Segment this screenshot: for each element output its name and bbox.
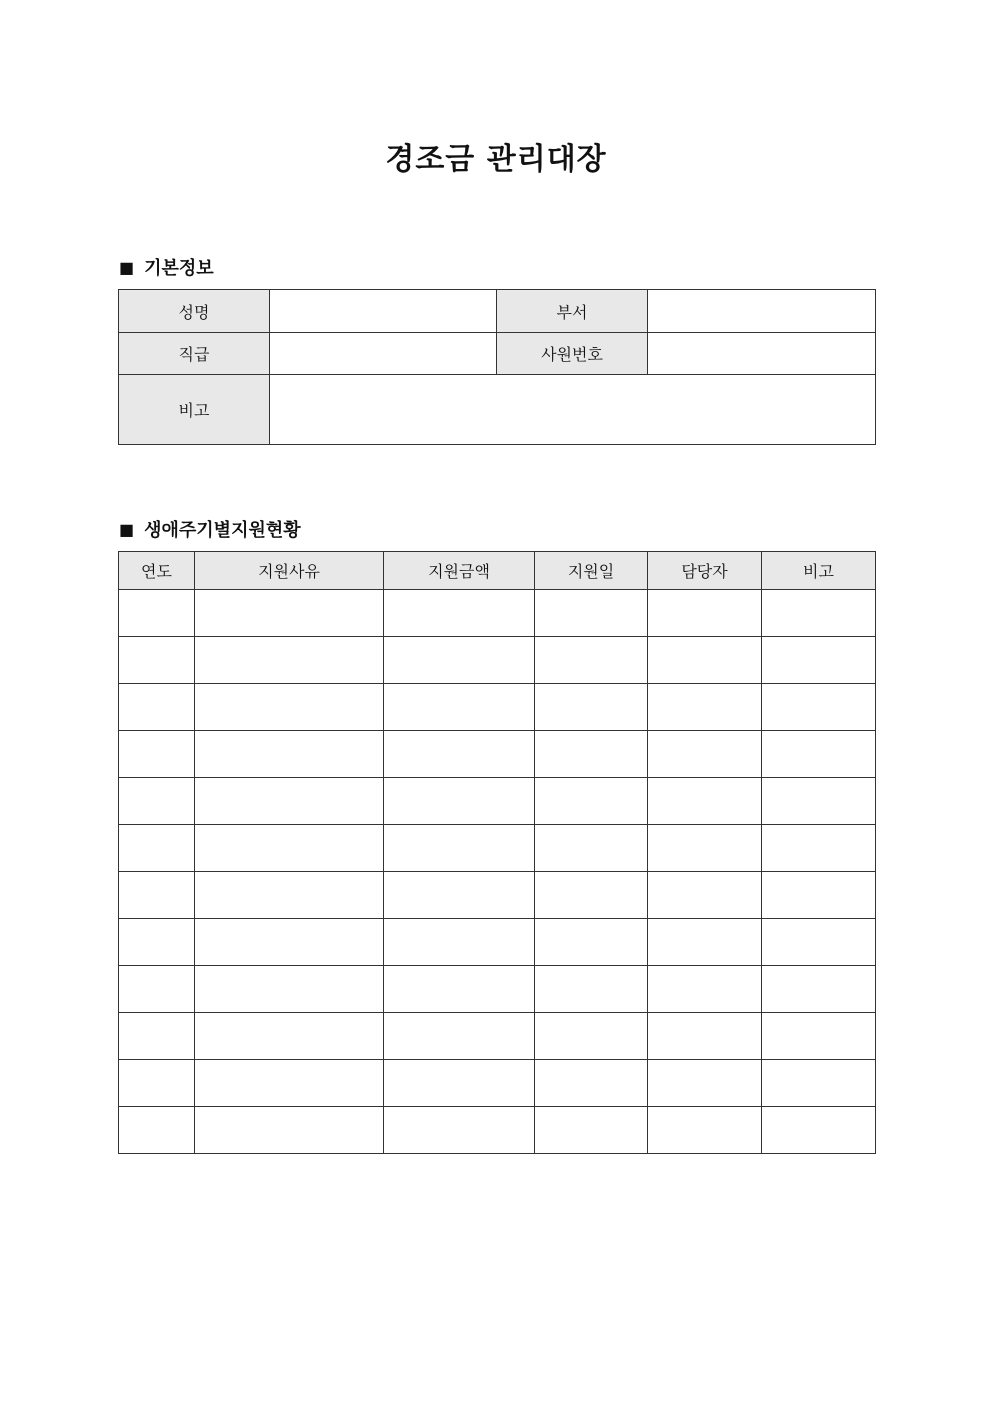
date-cell[interactable] bbox=[535, 731, 648, 778]
support-status-heading bbox=[119, 516, 301, 542]
remarks-cell[interactable] bbox=[762, 872, 876, 919]
date-cell[interactable] bbox=[535, 1013, 648, 1060]
reason-cell[interactable] bbox=[195, 966, 384, 1013]
manager-cell[interactable] bbox=[648, 778, 762, 825]
year-cell[interactable] bbox=[119, 637, 195, 684]
manager-cell[interactable] bbox=[648, 1060, 762, 1107]
column-header-manager: 담당자 bbox=[648, 552, 762, 590]
year-cell[interactable] bbox=[119, 1013, 195, 1060]
column-header-date: 지원일 bbox=[535, 552, 648, 590]
remarks-cell[interactable] bbox=[762, 590, 876, 637]
year-cell[interactable] bbox=[119, 1107, 195, 1154]
year-cell[interactable] bbox=[119, 684, 195, 731]
manager-cell[interactable] bbox=[648, 684, 762, 731]
table-row bbox=[119, 731, 876, 778]
square-bullet-icon: ■ bbox=[119, 519, 135, 539]
manager-cell[interactable] bbox=[648, 1107, 762, 1154]
basic-info-heading bbox=[119, 254, 214, 280]
table-row bbox=[119, 825, 876, 872]
table-row bbox=[119, 778, 876, 825]
department-label: 부서 bbox=[497, 290, 648, 333]
reason-cell[interactable] bbox=[195, 731, 384, 778]
support-status-heading-label: 생애주기별지원현황 bbox=[144, 520, 301, 541]
department-field[interactable] bbox=[648, 290, 876, 333]
year-cell[interactable] bbox=[119, 966, 195, 1013]
date-cell[interactable] bbox=[535, 1060, 648, 1107]
employee-no-label: 사원번호 bbox=[497, 333, 648, 375]
amount-cell[interactable] bbox=[384, 778, 535, 825]
reason-cell[interactable] bbox=[195, 637, 384, 684]
manager-cell[interactable] bbox=[648, 919, 762, 966]
reason-cell[interactable] bbox=[195, 1107, 384, 1154]
date-cell[interactable] bbox=[535, 684, 648, 731]
manager-cell[interactable] bbox=[648, 825, 762, 872]
year-cell[interactable] bbox=[119, 590, 195, 637]
date-cell[interactable] bbox=[535, 872, 648, 919]
date-cell[interactable] bbox=[535, 590, 648, 637]
manager-cell[interactable] bbox=[648, 590, 762, 637]
basic-info-heading-label: 기본정보 bbox=[144, 258, 214, 279]
square-bullet-icon: ■ bbox=[119, 257, 135, 277]
table-row bbox=[119, 872, 876, 919]
reason-cell[interactable] bbox=[195, 778, 384, 825]
table-row bbox=[119, 590, 876, 637]
year-cell[interactable] bbox=[119, 731, 195, 778]
remarks-field[interactable] bbox=[270, 375, 876, 445]
name-label: 성명 bbox=[119, 290, 270, 333]
manager-cell[interactable] bbox=[648, 1013, 762, 1060]
table-row bbox=[119, 1060, 876, 1107]
name-field[interactable] bbox=[270, 290, 497, 333]
reason-cell[interactable] bbox=[195, 919, 384, 966]
date-cell[interactable] bbox=[535, 966, 648, 1013]
date-cell[interactable] bbox=[535, 778, 648, 825]
year-cell[interactable] bbox=[119, 778, 195, 825]
table-row bbox=[119, 637, 876, 684]
amount-cell[interactable] bbox=[384, 825, 535, 872]
amount-cell[interactable] bbox=[384, 872, 535, 919]
manager-cell[interactable] bbox=[648, 637, 762, 684]
year-cell[interactable] bbox=[119, 919, 195, 966]
column-header-year: 연도 bbox=[119, 552, 195, 590]
position-label: 직급 bbox=[119, 333, 270, 375]
amount-cell[interactable] bbox=[384, 1107, 535, 1154]
remarks-cell[interactable] bbox=[762, 684, 876, 731]
year-cell[interactable] bbox=[119, 1060, 195, 1107]
year-cell[interactable] bbox=[119, 872, 195, 919]
column-header-remarks: 비고 bbox=[762, 552, 876, 590]
support-status-table bbox=[118, 551, 876, 1154]
table-row bbox=[119, 966, 876, 1013]
table-row bbox=[119, 919, 876, 966]
remarks-cell[interactable] bbox=[762, 1060, 876, 1107]
remarks-cell[interactable] bbox=[762, 966, 876, 1013]
remarks-cell[interactable] bbox=[762, 1107, 876, 1154]
date-cell[interactable] bbox=[535, 637, 648, 684]
table-row bbox=[119, 1013, 876, 1060]
reason-cell[interactable] bbox=[195, 872, 384, 919]
reason-cell[interactable] bbox=[195, 590, 384, 637]
year-cell[interactable] bbox=[119, 825, 195, 872]
remarks-cell[interactable] bbox=[762, 731, 876, 778]
date-cell[interactable] bbox=[535, 825, 648, 872]
column-header-amount: 지원금액 bbox=[384, 552, 535, 590]
remarks-cell[interactable] bbox=[762, 637, 876, 684]
amount-cell[interactable] bbox=[384, 637, 535, 684]
amount-cell[interactable] bbox=[384, 684, 535, 731]
remarks-cell[interactable] bbox=[762, 1013, 876, 1060]
table-row bbox=[119, 1107, 876, 1154]
manager-cell[interactable] bbox=[648, 872, 762, 919]
amount-cell[interactable] bbox=[384, 1060, 535, 1107]
table-header-row bbox=[119, 552, 876, 590]
basic-info-table bbox=[118, 289, 876, 445]
remarks-label: 비고 bbox=[119, 375, 270, 445]
employee-no-field[interactable] bbox=[648, 333, 876, 375]
column-header-reason: 지원사유 bbox=[195, 552, 384, 590]
support-rows bbox=[119, 590, 876, 1154]
reason-cell[interactable] bbox=[195, 684, 384, 731]
table-row bbox=[119, 684, 876, 731]
amount-cell[interactable] bbox=[384, 919, 535, 966]
manager-cell[interactable] bbox=[648, 731, 762, 778]
manager-cell[interactable] bbox=[648, 966, 762, 1013]
page-title: 경조금 관리대장 bbox=[385, 142, 607, 177]
amount-cell[interactable] bbox=[384, 1013, 535, 1060]
amount-cell[interactable] bbox=[384, 731, 535, 778]
date-cell[interactable] bbox=[535, 919, 648, 966]
date-cell[interactable] bbox=[535, 1107, 648, 1154]
position-field[interactable] bbox=[270, 333, 497, 375]
remarks-cell[interactable] bbox=[762, 825, 876, 872]
reason-cell[interactable] bbox=[195, 1013, 384, 1060]
remarks-cell[interactable] bbox=[762, 919, 876, 966]
reason-cell[interactable] bbox=[195, 825, 384, 872]
reason-cell[interactable] bbox=[195, 1060, 384, 1107]
remarks-cell[interactable] bbox=[762, 778, 876, 825]
amount-cell[interactable] bbox=[384, 966, 535, 1013]
amount-cell[interactable] bbox=[384, 590, 535, 637]
